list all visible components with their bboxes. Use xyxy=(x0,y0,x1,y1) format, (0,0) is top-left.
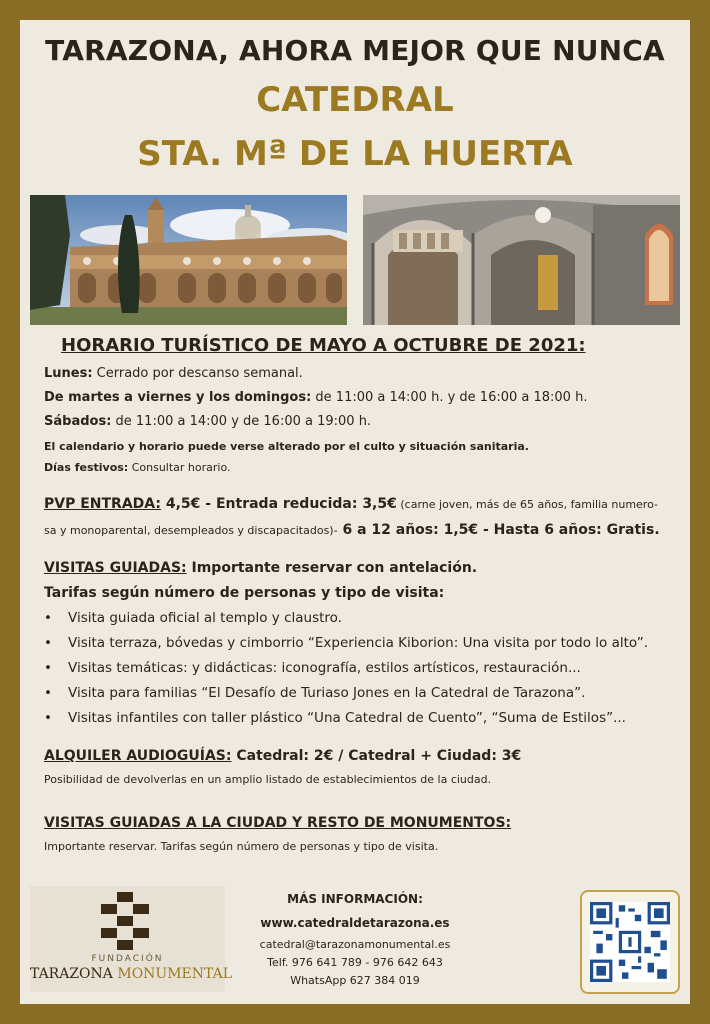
prices-line-2 xyxy=(44,522,660,538)
guided-label: VISITAS GUIADAS: xyxy=(44,560,187,576)
schedule-weekdays xyxy=(44,390,587,405)
logo-name-2: MONUMENTAL xyxy=(112,966,233,982)
weekdays-label: De martes a viernes y los domingos: xyxy=(44,390,312,405)
weekdays-text: de 11:00 a 14:00 h. y de 16:00 a 18:00 h. xyxy=(311,390,588,405)
saturday-text: de 11:00 a 14:00 y de 16:00 a 19:00 h. xyxy=(111,414,372,429)
foundation-logo-icon xyxy=(30,888,225,950)
foundation-logo xyxy=(30,886,233,992)
guided-visits-header xyxy=(44,560,477,576)
schedule-monday xyxy=(44,366,303,381)
schedule-note: El calendario y horario puede verse alterado por el culto y situación sanitaria. xyxy=(44,440,529,453)
qr-code[interactable] xyxy=(580,890,680,994)
schedule-title: HORARIO TURÍSTICO DE MAYO A OCTUBRE DE 2021: xyxy=(61,335,586,356)
guided-item: • Visitas temáticas: y didácticas: iconografía, estilos artísticos, restauración... xyxy=(44,660,581,676)
logo-name-1: TARAZONA xyxy=(30,966,113,982)
qr-code-icon xyxy=(590,902,670,982)
contact-whatsapp: WhatsApp 627 384 019 xyxy=(290,974,420,987)
schedule-holidays xyxy=(44,461,231,474)
audio-note: Posibilidad de devolverlas en un amplio listado de establecimientos de la ciudad. xyxy=(44,773,492,786)
prices-children: 6 a 12 años: 1,5€ - Hasta 6 años: Gratis. xyxy=(337,522,660,538)
prices-normal: 4,5€ - Entrada reducida: 3,5€ xyxy=(161,496,397,512)
prices-note-2: sa y monoparental, desempleados y discapacitados)- xyxy=(44,524,338,537)
audio-label: ALQUILER AUDIOGUÍAS: xyxy=(44,748,232,764)
prices-note-1: (carne joven, más de 65 años, familia numero- xyxy=(396,498,658,511)
prices-label: PVP ENTRADA: xyxy=(44,496,161,512)
guided-item-text: Visita guiada oficial al templo y claustro. xyxy=(68,610,342,626)
logo-name xyxy=(30,966,233,982)
schedule-saturday xyxy=(44,414,371,429)
guided-subtitle: Tarifas según número de personas y tipo de visita: xyxy=(44,585,445,601)
monday-text: Cerrado por descanso semanal. xyxy=(92,366,303,381)
holidays-text: Consultar horario. xyxy=(128,461,231,474)
guided-item-text: Visitas infantiles con taller plástico “Una Catedral de Cuento”, “Suma de Estilos”... xyxy=(68,710,626,726)
guided-item: • Visitas infantiles con taller plástico “Una Catedral de Cuento”, “Suma de Estilos”... xyxy=(44,710,626,726)
poster-subtitle-cathedral: CATEDRAL xyxy=(256,80,454,120)
poster-title: TARAZONA, AHORA MEJOR QUE NUNCA xyxy=(45,34,665,67)
city-visits-note: Importante reservar. Tarifas según número de personas y tipo de visita. xyxy=(44,840,439,853)
guided-item-text: Visita terraza, bóvedas y cimborrio “Experiencia Kiborion: Una visita por todo lo alto”. xyxy=(68,635,648,651)
audio-guides-header xyxy=(44,748,521,764)
holidays-label: Días festivos: xyxy=(44,461,129,474)
guided-note: Importante reservar con antelación. xyxy=(186,560,478,576)
logo-foundation-text: FUNDACIÓN xyxy=(91,954,164,964)
guided-item-text: Visita para familias “El Desafío de Turiaso Jones en la Catedral de Tarazona”. xyxy=(68,685,586,701)
poster xyxy=(20,20,690,1004)
guided-item: • Visita guiada oficial al templo y claustro. xyxy=(44,610,342,626)
contact-email-link[interactable]: catedral@tarazonamonumental.es xyxy=(259,938,451,951)
contact-title: MÁS INFORMACIÓN: xyxy=(287,892,423,906)
cloister-photo xyxy=(30,195,347,325)
contact-phone: Telf. 976 641 789 - 976 642 643 xyxy=(267,956,443,969)
city-visits-title: VISITAS GUIADAS A LA CIUDAD Y RESTO DE MONUMENTOS: xyxy=(44,815,512,831)
prices-line-1 xyxy=(44,496,658,512)
guided-item-text: Visitas temáticas: y didácticas: iconografía, estilos artísticos, restauración... xyxy=(68,660,581,676)
audio-prices: Catedral: 2€ / Catedral + Ciudad: 3€ xyxy=(231,748,522,764)
contact-web-link[interactable]: www.catedraldetarazona.es xyxy=(260,916,450,930)
monday-label: Lunes: xyxy=(44,366,93,381)
poster-subtitle-name: STA. Mª DE LA HUERTA xyxy=(137,134,573,174)
cathedral-interior-photo xyxy=(363,195,680,325)
guided-item: • Visita para familias “El Desafío de Turiaso Jones en la Catedral de Tarazona”. xyxy=(44,685,586,701)
guided-item: • Visita terraza, bóvedas y cimborrio “Experiencia Kiborion: Una visita por todo lo alto”. xyxy=(44,635,648,651)
saturday-label: Sábados: xyxy=(44,414,112,429)
